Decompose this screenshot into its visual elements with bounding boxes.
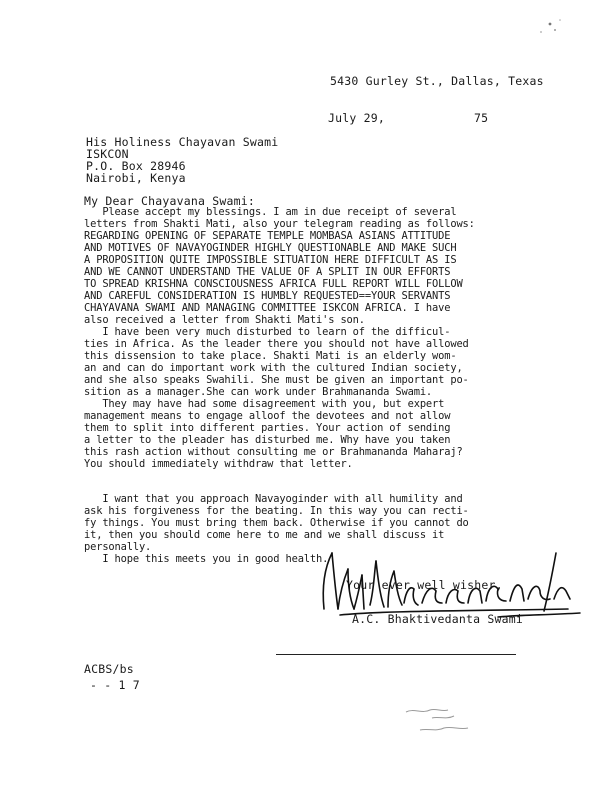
typist-initials: ACBS/bs xyxy=(84,662,134,676)
body-line: AND WE CANNOT UNDERSTAND THE VALUE OF A SPLIT IN OUR EFFORTS xyxy=(84,266,451,278)
body-line: personally. xyxy=(84,541,152,553)
scan-speckle-top xyxy=(505,8,565,48)
faint-stamp xyxy=(402,700,482,742)
body-line: them to split into different parties. Your action of sending xyxy=(84,422,451,434)
signature-rule xyxy=(276,654,516,655)
body-line: fy things. You must bring them back. Otherwise if you cannot do xyxy=(84,517,469,529)
sender-address: 5430 Gurley St., Dallas, Texas xyxy=(330,74,544,88)
body-line: I hope this meets you in good health. xyxy=(84,553,329,565)
body-line: this dissension to take place. Shakti Mati is an elderly wom- xyxy=(84,350,457,362)
body-line: They may have had some disagreement with you, but expert xyxy=(84,398,445,410)
letter-date: July 29, xyxy=(328,111,385,125)
body-line: Please accept my blessings. I am in due receipt of several xyxy=(84,206,457,218)
body-line: letters from Shakti Mati, also your telegram reading as follows: xyxy=(84,218,475,230)
body-line: management means to engage alloof the devotees and not allow xyxy=(84,410,451,422)
signatory-name: A.C. Bhaktivedanta Swami xyxy=(352,612,523,626)
body-line: A PROPOSITION QUITE IMPOSSIBLE SITUATION HERE DIFFICULT AS IS xyxy=(84,254,457,266)
body-line: I have been very much disturbed to learn of the difficul- xyxy=(84,326,451,338)
body-line: AND MOTIVES OF NAVAYOGINDER HIGHLY QUESTIONABLE AND MAKE SUCH xyxy=(84,242,457,254)
recipient-line: P.O. Box 28946 xyxy=(86,159,186,173)
body-line: CHAYAVANA SWAMI AND MANAGING COMMITTEE ISKCON AFRICA. I have xyxy=(84,302,451,314)
salutation: My Dear Chayavana Swami: xyxy=(84,194,255,208)
body-line: REGARDING OPENING OF SEPARATE TEMPLE MOMBASA ASIANS ATTITUDE xyxy=(84,230,451,242)
body-line: an and can do important work with the cultured Indian society, xyxy=(84,362,463,374)
body-line: also received a letter from Shakti Mati's son. xyxy=(84,314,365,326)
body-line: ties in Africa. As the leader there you should not have allowed xyxy=(84,338,469,350)
reference-mark: - - 1 7 xyxy=(90,678,140,692)
closing: Your ever well wisher, xyxy=(346,578,503,592)
body-line: I want that you approach Navayoginder with all humility and xyxy=(84,493,463,505)
recipient-line: ISKCON xyxy=(86,147,129,161)
recipient-line: His Holiness Chayavan Swami xyxy=(86,135,279,149)
body-line: a letter to the pleader has disturbed me. Why have you taken xyxy=(84,434,451,446)
recipient-line: Nairobi, Kenya xyxy=(86,171,186,185)
body-line: AND CAREFUL CONSIDERATION IS HUMBLY REQUESTED==YOUR SERVANTS xyxy=(84,290,451,302)
body-line: TO SPREAD KRISHNA CONSCIOUSNESS AFRICA FULL REPORT WILL FOLLOW xyxy=(84,278,463,290)
body-line: and she also speaks Swahili. She must be given an important po- xyxy=(84,374,469,386)
body-line: sition as a manager.She can work under Brahmananda Swami. xyxy=(84,386,433,398)
body-line: this rash action without consulting me or Brahmananda Maharaj? xyxy=(84,446,463,458)
body-line: ask his forgiveness for the beating. In this way you can recti- xyxy=(84,505,469,517)
body-line: You should immediately withdraw that letter. xyxy=(84,458,353,470)
letter-date-year: 75 xyxy=(474,111,489,125)
body-line: it, then you should come here to me and we shall discuss it xyxy=(84,529,445,541)
